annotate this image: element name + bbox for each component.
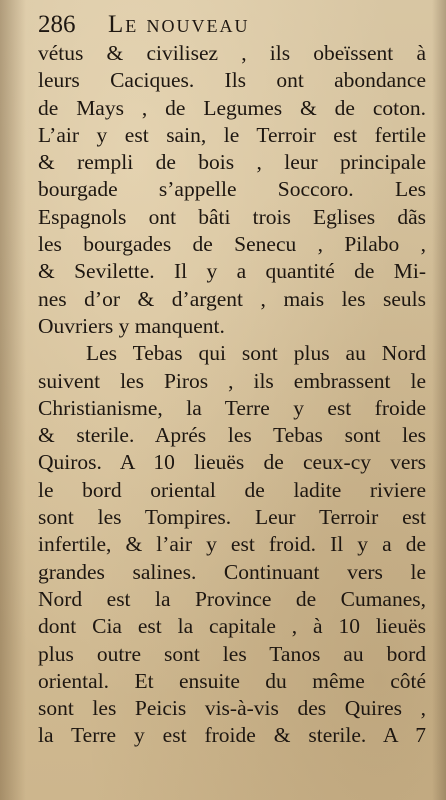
text-line: leurs Caciques. Ils ont abondance bbox=[38, 68, 426, 93]
text-line: vétus & civilisez , ils obeïssent à bbox=[38, 41, 426, 65]
text-line: & Sevilette. Il y a quantité de Mi- bbox=[38, 259, 426, 284]
text-line: Quiros. A 10 lieuës de ceux-cy vers bbox=[38, 450, 426, 475]
text-line: nes d’or & d’argent , mais les seuls bbox=[38, 286, 426, 311]
page-header bbox=[38, 10, 426, 40]
text-line: bourgade s’appelle Soccoro. Les bbox=[38, 177, 426, 202]
text-line: Christianisme, la Terre y est froide bbox=[38, 395, 426, 420]
paragraph-2 bbox=[38, 340, 426, 749]
text-line: grandes salines. Continuant vers le bbox=[38, 559, 426, 584]
text-line: L’air y est sain, le Terroir est fertile bbox=[38, 122, 426, 147]
paragraph-1 bbox=[38, 40, 426, 340]
text-line: Les Tebas qui sont plus au Nord bbox=[86, 341, 426, 366]
gutter-shadow bbox=[0, 0, 26, 800]
text-line: le bord oriental de ladite riviere bbox=[38, 477, 426, 502]
text-line: & rempli de bois , leur principale bbox=[38, 150, 426, 175]
text-line: Nord est la Province de Cumanes, bbox=[38, 586, 426, 611]
text-line: plus outre sont les Tanos au bord bbox=[38, 641, 426, 666]
text-line: infertile, & l’air y est froid. Il y a de bbox=[38, 532, 426, 557]
text-line: suivent les Piros , ils embrassent le bbox=[38, 368, 426, 393]
running-head: Le nouveau bbox=[108, 11, 250, 38]
text-line: Espagnols ont bâti trois Eglises dãs bbox=[38, 204, 426, 229]
text-line: dont Cia est la capitale , à 10 lieuës bbox=[38, 614, 426, 639]
text-line: Ouvriers y manquent. bbox=[38, 313, 225, 338]
page-edge-shadow bbox=[432, 0, 446, 800]
text-line: la Terre y est froide & sterile. A 7 bbox=[38, 723, 426, 748]
body-text bbox=[38, 40, 426, 750]
text-line: de Mays , de Legumes & de coton. bbox=[38, 95, 426, 120]
page-number: 286 bbox=[38, 11, 76, 38]
text-line: les bourgades de Senecu , Pilabo , bbox=[38, 232, 426, 257]
text-line: oriental. Et ensuite du même côté bbox=[38, 668, 426, 693]
text-line: sont les Peicis vis-à-vis des Quires , bbox=[38, 696, 426, 721]
text-line: sont les Tompires. Leur Terroir est bbox=[38, 505, 426, 530]
text-line: & sterile. Aprés les Tebas sont les bbox=[38, 423, 426, 448]
